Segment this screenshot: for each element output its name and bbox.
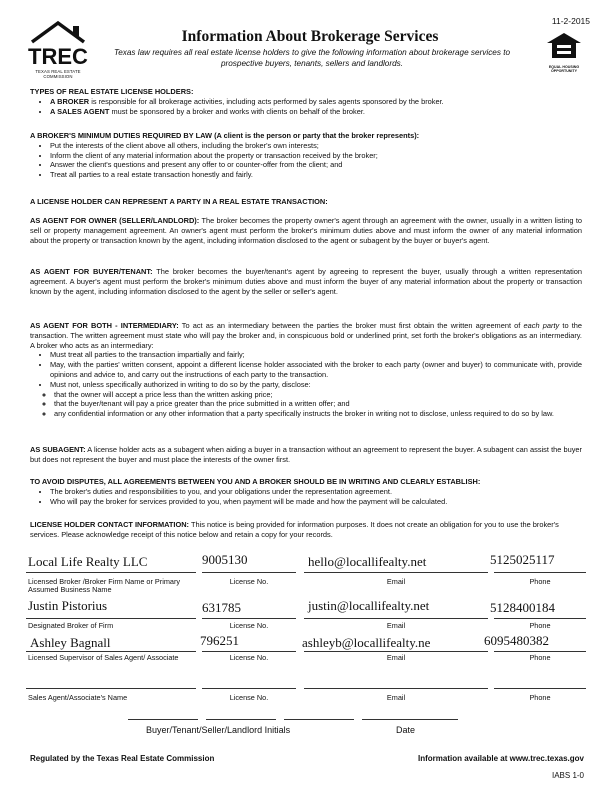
equal-housing-icon [546,32,582,60]
trec-logo [22,20,94,79]
intermediary-heading: AS AGENT FOR BOTH - INTERMEDIARY: [30,321,179,330]
license-label: License No. [229,577,269,586]
disputes-heading: TO AVOID DISPUTES, ALL AGREEMENTS BETWEEN YOU AND A BROKER SHOULD BE IN WRITING AND CLEARLY ESTABLISH: [30,477,481,486]
list-item: • May, with the parties' written consent, appoint a different license holder associated with the broker to each party (owner and buyer) to communicate with, provide opinions and advice to, and carry out the instructions of each party to the transaction. [50,360,582,380]
broker-name-field[interactable]: Local Life Realty LLC [28,554,148,569]
list-item: • Answer the client's questions and present any offer to or counter-offer from the client; and [50,160,582,170]
list-item: • Treat all parties to a real estate transaction honestly and fairly. [50,170,582,180]
disputes-section [30,477,582,506]
list-item: ◦ that the owner will accept a price less than the written asking price; [54,390,582,400]
sales-agent-row [26,670,586,708]
list-item: • Must not, unless specifically authorized in writing to do so by the party, disclose: [50,380,582,390]
list-item: • Who will pay the broker for services provided to you, when payment will be made and how the payment will be calculated. [50,497,582,507]
designated-name-label: Designated Broker of Firm [28,621,114,630]
phone-label: Phone [529,653,551,662]
license-label: License No. [229,621,269,630]
subagent-section: AS SUBAGENT: A license holder acts as a subagent when aiding a buyer in a transaction without an agreement to represent the buyer. A subagent can assist the buyer but does not represent the buyer and must place the interests of the owner first. [30,445,582,464]
list-item: ◦ that the buyer/tenant will pay a price greater than the price submitted in a written offer; and [54,399,582,409]
broker-row [26,554,586,592]
duties-heading: A BROKER'S MINIMUM DUTIES REQUIRED BY LAW (A client is the person or party that the broker represents): [30,131,420,140]
phone-label: Phone [529,577,551,586]
broker-phone-field[interactable]: 5125025117 [490,552,555,567]
owner-section [30,216,582,245]
agent-name-label: Sales Agent/Associate's Name [28,693,128,702]
email-label: Email [386,577,406,586]
designated-phone-field[interactable]: 5128400184 [490,600,555,615]
footer-regulated: Regulated by the Texas Real Estate Commission [30,754,215,763]
owner-text: The broker becomes the property owner's agent through an agreement with the owner, usually in a written listing to sell or property management agreement. An owner's agent must perform the broker's minimum duties above and must inform the owner of any material information about the property or transaction known by the agent, including information disclosed to the agent or subagent by the buyer or buyer's agent. [30,216,582,245]
broker-email-field[interactable]: hello@locallifealty.net [308,554,427,569]
list-item: • A SALES AGENT must be sponsored by a broker and works with clients on behalf of the broker. [50,107,582,117]
buyer-text: The broker becomes the buyer/tenant's agent by agreeing to represent the buyer, usually through a written representation agreement. A buyer's agent must perform the broker's minimum duties above and must inform the buyer of any material information about the property or transaction known by the agent, including information disclosed to the agent by the seller or seller's agent. [30,267,582,296]
date-label: Date [396,725,416,735]
phone-label: Phone [529,693,551,702]
buyer-section [30,267,582,296]
license-label: License No. [229,693,269,702]
supervisor-name-field[interactable]: Ashley Bagnall [30,635,111,650]
initials-line-3[interactable] [284,719,354,720]
duties-section [30,131,582,180]
phone-label: Phone [529,621,551,630]
supervisor-phone-field[interactable]: 6095480382 [484,633,549,648]
broker-name-label: Licensed Broker /Broker Firm Name or Primary Assumed Business Name [28,577,181,594]
list-item: • The broker's duties and responsibilities to you, and your obligations under the representation agreement. [50,487,582,497]
broker-license-field[interactable]: 9005130 [202,552,248,567]
list-item: ◦ any confidential information or any other information that a party specifically instructs the broker in writing not to disclose, unless required to do so by law. [54,409,582,419]
represent-heading: A LICENSE HOLDER CAN REPRESENT A PARTY IN A REAL ESTATE TRANSACTION: [30,197,328,206]
logo-subtext: TEXAS REAL ESTATE COMMISSION [35,69,81,79]
contact-section: LICENSE HOLDER CONTACT INFORMATION: This notice is being provided for information purposes. It does not create an obligation for you to use the broker's services. Please acknowledge receipt of this notice below and retain a copy for your records. [30,520,559,539]
designated-name-field[interactable]: Justin Pistorius [28,598,108,613]
list-item: • A BROKER is responsible for all brokerage activities, including acts performed by sales agents sponsored by the broker. [50,97,582,107]
house-roof-icon [22,20,94,68]
intermediary-section: AS AGENT FOR BOTH - INTERMEDIARY: To act as an intermediary between the parties the broker must first obtain the written agreement of each party to the transaction. The written agreement must state who will pay the broker and, in conspicuous bold or underlined print, set forth the broker's obligations as an intermediary. A broker who acts as an intermediary: • Must treat all parties to the transaction impartially and fairly; • May, with the parties' written consent, appoint a different license holder associated with the broker to each party (owner and buyer) to communicate with, provide opinions and advice to, and carry out the instructions of each party to the transaction. • Must not, unless specifically authorized in writing to do so by the party, disclose: ◦ that the owner will accept a price less than the written asking price; ◦ that the buyer/tenant will pay a price greater than the price submitted in a written offer; and ◦ any confidential information or any other information that a party specifically instructs the broker in writing not to disclose, unless required to do so by law. [30,321,582,419]
footer-info: Information available at www.trec.texas.gov [418,754,584,763]
email-label: Email [386,621,406,630]
date-line[interactable] [362,719,458,720]
owner-heading: AS AGENT FOR OWNER (SELLER/LANDLORD): [30,216,200,225]
list-item: • Inform the client of any material information about the property or transaction received by the broker; [50,151,582,161]
equal-housing-logo [544,32,584,73]
form-id: IABS 1-0 [551,771,584,780]
designated-email-field[interactable]: justin@locallifealty.net [308,598,430,613]
page-subtitle: Texas law requires all real estate license holders to give the following information about brokerage services to prospective buyers, tenants, sellers and landlords. [113,48,511,68]
designated-broker-row [26,598,586,636]
initials-label: Buyer/Tenant/Seller/Landlord Initials [146,725,291,735]
list-item: • Must treat all parties to the transaction impartially and fairly; [50,350,582,360]
buyer-heading: AS AGENT FOR BUYER/TENANT: [30,267,153,276]
supervisor-email-field[interactable]: ashleyb@locallifealty.ne [302,635,431,650]
list-item: • Put the interests of the client above all others, including the broker's own interests; [50,141,582,151]
email-label: Email [386,693,406,702]
types-section [30,87,582,116]
initials-line-1[interactable] [128,719,198,720]
supervisor-license-field[interactable]: 796251 [200,633,239,648]
logo-text: TREC [28,44,88,68]
email-label: Email [386,653,406,662]
initials-area [128,719,458,739]
license-label: License No. [229,653,269,662]
equal-housing-text: EQUAL HOUSING OPPORTUNITY [548,65,580,73]
represent-section [30,197,582,207]
contact-heading: LICENSE HOLDER CONTACT INFORMATION: [30,520,190,529]
form-date: 11-2-2015 [551,16,590,26]
supervisor-row [26,633,586,671]
supervisor-name-label: Licensed Supervisor of Sales Agent/ Associate [28,653,179,662]
page-title: Information About Brokerage Services [181,28,439,45]
initials-line-2[interactable] [206,719,276,720]
designated-license-field[interactable]: 631785 [202,600,241,615]
types-heading: TYPES OF REAL ESTATE LICENSE HOLDERS: [30,87,194,96]
subagent-heading: AS SUBAGENT: [30,445,86,454]
